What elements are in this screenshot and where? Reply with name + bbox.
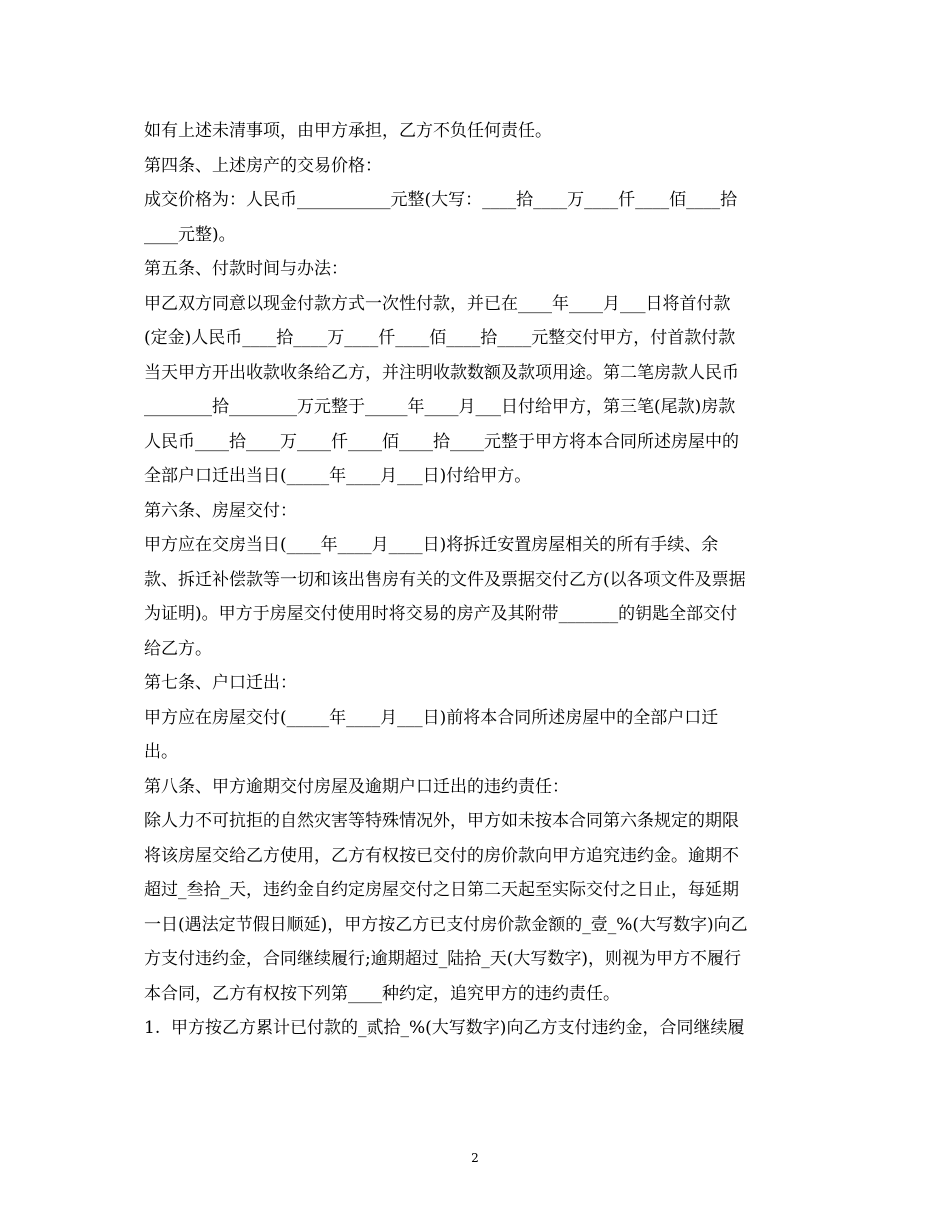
text-line: 一日(遇法定节假日顺延)，甲方按乙方已支付房价款金额的_壹_%(大写数字)向乙: [144, 914, 748, 935]
text-line: 为证明)。甲方于房屋交付使用时将交易的房产及其附带_______的钥匙全部交付: [144, 604, 738, 624]
text-line: 甲方应在房屋交付(_____年____月___日)前将本合同所述房屋中的全部户口迁: [144, 707, 719, 728]
text-line: 甲乙双方同意以现金付款方式一次性付款，并已在____年____月___日将首付款: [144, 293, 731, 314]
section-heading-6: 第六条、房屋交付：: [144, 500, 297, 521]
text-line: 成交价格为：人民币___________元整(大写：____拾____万____仟____佰____拾: [144, 190, 738, 210]
section-heading-4: 第四条、上述房产的交易价格：: [144, 155, 382, 176]
text-line: 除人力不可抗拒的自然灾害等特殊情况外，甲方如未按本合同第六条规定的期限: [144, 811, 739, 831]
text-line: 如有上述未清事项，由甲方承担，乙方不负任何责任。: [144, 121, 552, 141]
section-heading-7: 第七条、户口迁出：: [144, 673, 297, 693]
list-item: 1. 甲方按乙方累计已付款的_贰拾_%(大写数字)向乙方支付违约金，合同继续履: [144, 1018, 745, 1038]
text-line: 方支付违约金，合同继续履行;逾期超过_陆拾_天(大写数字)，则视为甲方不履行: [144, 949, 741, 969]
text-line: 将该房屋交给乙方使用，乙方有权按已交付的房价款向甲方追究违约金。逾期不: [144, 845, 739, 866]
section-heading-5: 第五条、付款时间与办法：: [144, 259, 348, 279]
text-line: 甲方应在交房当日(____年____月____日)将拆迁安置房屋相关的所有手续、余: [144, 535, 719, 555]
text-line: 全部户口迁出当日(_____年____月___日)付给甲方。: [144, 466, 532, 486]
document-body: [144, 114, 814, 1046]
text-line: 款、拆迁补偿款等一切和该出售房有关的文件及票据交付乙方(以各项文件及票据: [144, 569, 746, 590]
text-line: ____元整)。: [144, 224, 236, 245]
text-line: 出。: [144, 742, 178, 762]
text-line: ________拾________万元整于_____年____月___日付给甲方，第三笔(尾款)房款: [144, 397, 736, 417]
text-line: 超过_叁拾_天，违约金自约定房屋交付之日第二天起至实际交付之日止，每延期: [144, 880, 739, 900]
text-line: 给乙方。: [144, 638, 212, 659]
text-line: 人民币____拾____万____仟____佰____拾____元整于甲方将本合同所述房屋中的: [144, 431, 739, 452]
text-line: (定金)人民币____拾____万____仟____佰____拾____元整交付甲方，付首款付款: [144, 328, 736, 348]
text-line: 当天甲方开出收款收条给乙方，并注明收款数额及款项用途。第二笔房款人民币: [144, 362, 739, 383]
page-number: 2: [471, 1151, 479, 1165]
section-heading-8: 第八条、甲方逾期交付房屋及逾期户口迁出的违约责任：: [144, 776, 569, 797]
text-line: 本合同，乙方有权按下列第____种约定，追究甲方的违约责任。: [144, 983, 620, 1004]
